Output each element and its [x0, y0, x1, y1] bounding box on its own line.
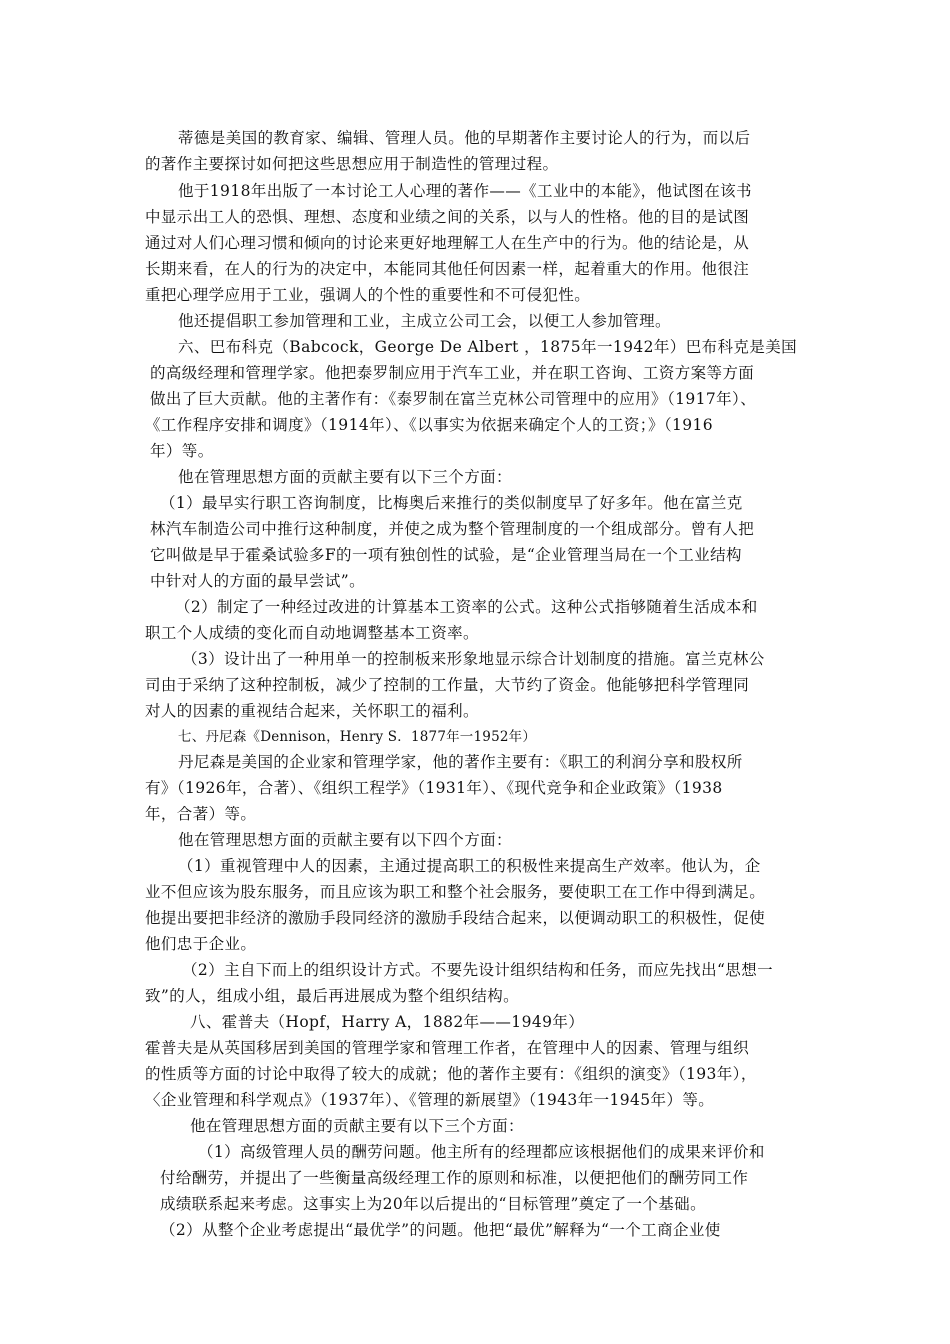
section-heading-dennison: 七、丹尼森《Dennison，Henry S．1877年一1952年） [178, 729, 537, 745]
text-line: 付给酬劳，并提出了一些衡量高级经理工作的原则和标准，以便把他们的酬劳同工作 [160, 1169, 749, 1187]
text-line: 他们忠于企业。 [145, 935, 257, 953]
text-line: （3）设计出了一种用单一的控制板来形象地显示综合计划制度的措施。富兰克林公 [182, 650, 765, 668]
text-line: 他还提倡职工参加管理和工业，主成立公司工会，以便工人参加管理。 [178, 312, 671, 330]
text-line: 年）等。 [150, 442, 214, 460]
text-line: 中显示出工人的恐惧、理想、态度和业绩之间的关系，以与人的性格。他的目的是试图 [145, 208, 750, 226]
text-line: （1）重视管理中人的因素，主通过提高职工的积极性来提高生产效率。他认为，企 [178, 857, 761, 875]
text-line: 有》（1926年，合著）、《组织工程学》（1931年）、《现代竞争和企业政策》（1938 [145, 779, 723, 797]
text-line: 他在管理思想方面的贡献主要有以下四个方面： [178, 831, 512, 849]
text-line: 他在管理思想方面的贡献主要有以下三个方面： [178, 468, 512, 486]
text-line: 他提出要把非经济的激励手段同经济的激励手段结合起来，以便调动职工的积极性，促使 [145, 909, 766, 927]
text-line: 做出了巨大贡献。他的主著作有：《泰罗制在富兰克林公司管理中的应用》（1917年）、 [150, 390, 757, 408]
text-line: 林汽车制造公司中推行这种制度，并使之成为整个管理制度的一个组成部分。曾有人把 [150, 520, 755, 538]
text-line: 中针对人的方面的最早尝试”。 [150, 572, 366, 590]
text-line: 他在管理思想方面的贡献主要有以下三个方面： [190, 1117, 524, 1135]
text-line: （1）最早实行职工咨询制度，比梅奥后来推行的类似制度早了好多年。他在富兰克 [160, 494, 743, 512]
text-line: （2）制定了一种经过改进的计算基本工资率的公式。这种公式指够随着生活成本和 [175, 598, 758, 616]
text-line: 对人的因素的重视结合起来，关怀职工的福利。 [145, 702, 479, 720]
text-line: 重把心理学应用于工业，强调人的个性的重要性和不可侵犯性。 [145, 286, 591, 304]
text-line: 的性质等方面的讨论中取得了较大的成就；他的著作主要有：《组织的演变》（193年）， [145, 1065, 757, 1083]
text-line: 致”的人，组成小组，最后再进展成为整个组织结构。 [145, 987, 520, 1005]
text-line: 通过对人们心理习惯和倾向的讨论来更好地理解工人在生产中的行为。他的结论是，从 [145, 234, 750, 252]
text-line: 的著作主要探讨如何把这些思想应用于制造性的管理过程。 [145, 155, 559, 173]
text-line: 年，合著）等。 [145, 805, 257, 823]
text-line: 丹尼森是美国的企业家和管理学家，他的著作主要有：《职工的利润分享和股权所 [178, 753, 743, 771]
text-line: 司由于采纳了这种控制板，减少了控制的工作量，大节约了资金。他能够把科学管理同 [145, 676, 750, 694]
text-line: 的高级经理和管理学家。他把泰罗制应用于汽车工业，并在职工咨询、工资方案等方面 [150, 364, 755, 382]
text-line: （2）从整个企业考虑提出“最优学”的问题。他把“最优”解释为“一个工商企业使 [160, 1221, 721, 1239]
text-line: （1）高级管理人员的酬劳问题。他主所有的经理都应该根据他们的成果来评价和 [198, 1143, 765, 1161]
text-line: 它叫做是早于霍桑试验多F的一项有独创性的试验，是“企业管理当局在一个工业结构 [150, 546, 742, 564]
text-line: 业不但应该为股东服务，而且应该为职工和整个社会服务，要使职工在工作中得到满足。 [145, 883, 766, 901]
text-line: 〈企业管理和科学观点》（1937年）、《管理的新展望》（1943年一1945年）等。 [145, 1091, 715, 1109]
section-heading-babcock: 六、巴布科克（Babcock，George De Albert ，1875年一1942年）巴布科克是美国 [178, 338, 797, 356]
text-line: 霍普夫是从英国移居到美国的管理学家和管理工作者，在管理中人的因素、管理与组织 [145, 1039, 750, 1057]
text-line: 他于1918年出版了一本讨论工人心理的著作——《工业中的本能》，他试图在该书 [178, 182, 752, 200]
text-line: 长期来看，在人的行为的决定中，本能同其他任何因素一样，起着重大的作用。他很注 [145, 260, 750, 278]
text-line: 职工个人成绩的变化而自动地调整基本工资率。 [145, 624, 479, 642]
text-line: （2）主自下而上的组织设计方式。不要先设计组织结构和任务，而应先找出“思想一 [182, 961, 773, 979]
text-line: 成绩联系起来考虑。这事实上为20年以后提出的“目标管理”奠定了一个基础。 [160, 1195, 706, 1213]
text-line: 蒂德是美国的教育家、编辑、管理人员。他的早期著作主要讨论人的行为，而以后 [178, 129, 751, 147]
text-line: 《工作程序安排和调度》（1914年）、《以事实为依据来确定个人的工资；》（1916 [145, 416, 714, 434]
section-heading-hopf: 八、霍普夫（Hopf，Harry A，1882年——1949年） [190, 1013, 585, 1031]
